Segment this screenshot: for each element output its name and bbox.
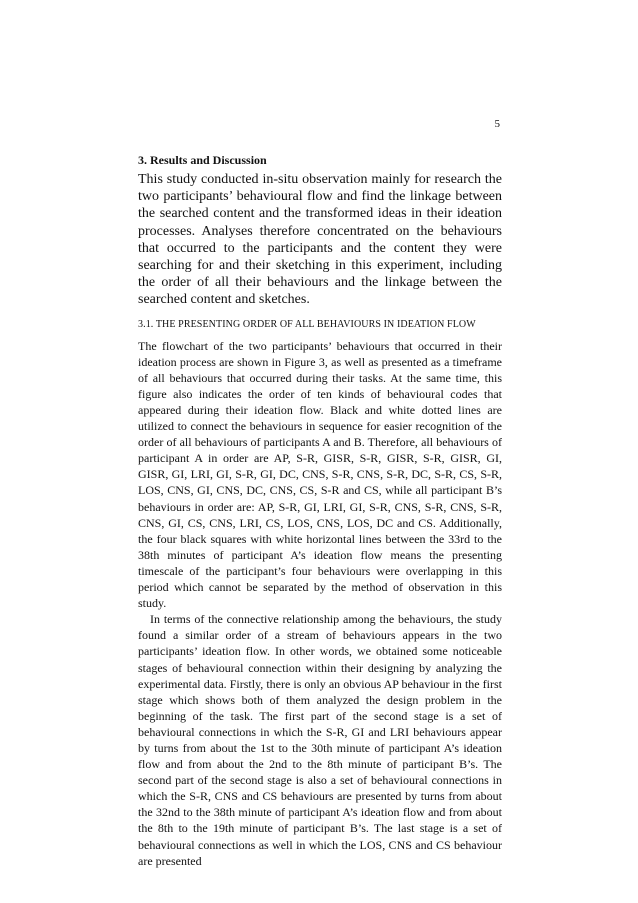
- subsection-heading: 3.1. THE PRESENTING ORDER OF ALL BEHAVIOURS IN IDEATION FLOW: [138, 318, 476, 330]
- section-intro-paragraph: This study conducted in-situ observation mainly for research the two participants’ behavioural flow and find the linkage between the searched content and the transformed ideas in their ideation processes. Analyses therefore concentrated on the behaviours that occurred to the participants and the content they were searching for and their sketching in this experiment, including the order of all their behaviours and the linkage between the searched content and sketches.: [138, 172, 502, 308]
- page-number: 5: [494, 118, 500, 130]
- body-paragraph-1: The flowchart of the two participants’ behaviours that occurred in their ideation process are shown in Figure 3, as well as presented as a timeframe of all behaviours that occurred during their tasks. At the same time, this figure also indicates the order of ten kinds of behavioural codes that appeared during their ideation flow. Black and white dotted lines are utilized to connect the behaviours in sequence for easier recognition of the order of all behaviours of participants A and B. Therefore, all behaviours of participant A in order are AP, S-R, GISR, S-R, GISR, S-R, GISR, GI, GISR, GI, LRI, GI, S-R, GI, DC, CNS, S-R, CNS, S-R, DC, S-R, CS, S-R, LOS, CNS, GI, CNS, DC, CNS, CS, S-R and CS, while all participant B’s behaviours in order are: AP, S-R, GI, LRI, GI, S-R, CNS, S-R, CNS, S-R, CNS, GI, CS, CNS, LRI, CS, LOS, CNS, LOS, DC and CS. Additionally, the four black squares with white horizontal lines between the 33rd to the 38th minutes of participant A’s ideation flow means the presenting timescale of the participant’s four behaviours were overlapping in this period which cannot be separated by the method of observation in this study.: [138, 338, 502, 611]
- body-paragraph-2: In terms of the connective relationship among the behaviours, the study found a similar order of a stream of behaviours appears in the two participants’ ideation flow. In other words, we obtained some noticeable stages of behavioural connection within their designing by analyzing the experimental data. Firstly, there is only an obvious AP behaviour in the first stage which shows both of them analyzed the design problem in the beginning of the task. The first part of the second stage is a set of behavioural connections in which the S-R, GI and LRI behaviours appear by turns from about the 1st to the 30th minute of participant A’s ideation flow and from about the 2nd to the 8th minute of participant B’s. The second part of the second stage is also a set of behavioural connections in which the S-R, CNS and CS behaviours are presented by turns from about the 32nd to the 38th minute of participant A’s ideation flow and from about the 8th to the 19th minute of participant B’s. The last stage is a set of behavioural connections as well in which the LOS, CNS and CS behaviour are presented: [138, 612, 502, 868]
- page-content: [138, 152, 502, 869]
- section-heading: 3. Results and Discussion: [138, 153, 267, 167]
